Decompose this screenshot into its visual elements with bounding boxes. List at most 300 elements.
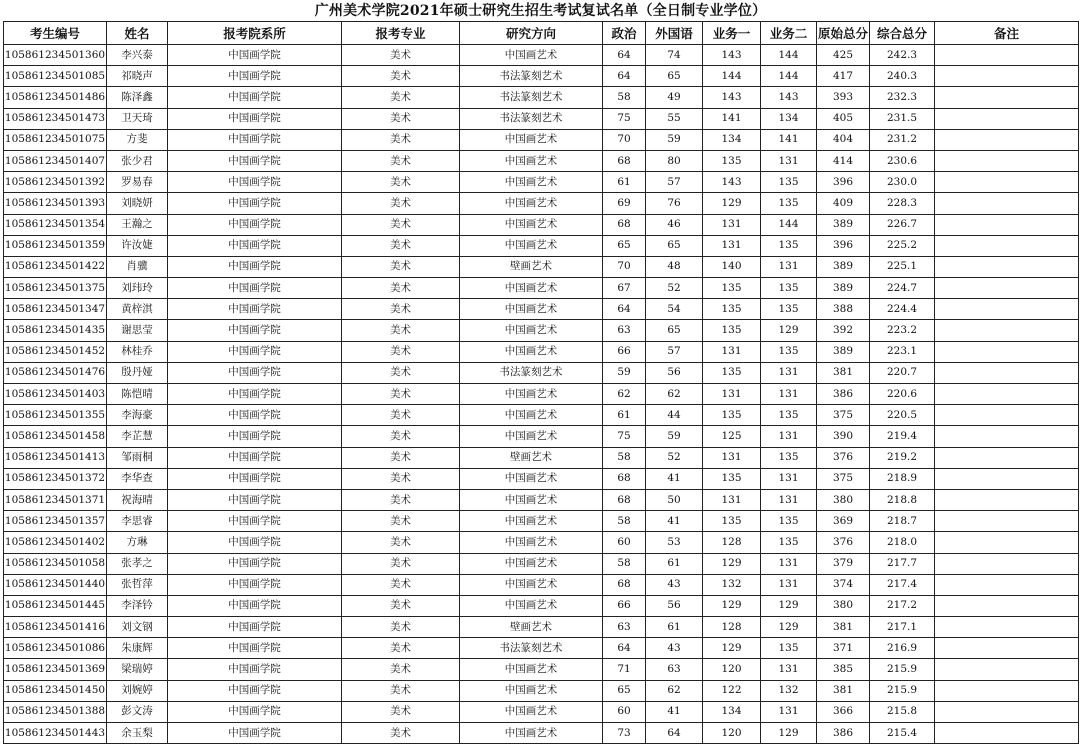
cell-major: 美术 — [342, 87, 460, 108]
cell-research-direction: 中国画艺术 — [460, 235, 603, 256]
cell-subject-two: 135 — [761, 172, 817, 193]
cell-subject-one: 125 — [703, 426, 761, 447]
cell-research-direction: 中国画艺术 — [460, 574, 603, 595]
cell-department: 中国画学院 — [168, 574, 342, 595]
cell-politics: 64 — [603, 45, 646, 66]
table-row — [4, 341, 1079, 362]
cell-remarks — [935, 511, 1079, 532]
cell-research-direction: 中国画艺术 — [460, 532, 603, 553]
cell-raw-total: 390 — [817, 426, 870, 447]
cell-name: 卫天琦 — [107, 108, 168, 129]
cell-major: 美术 — [342, 468, 460, 489]
cell-subject-two: 143 — [761, 87, 817, 108]
cell-major: 美术 — [342, 299, 460, 320]
cell-department: 中国画学院 — [168, 87, 342, 108]
cell-politics: 68 — [603, 214, 646, 235]
cell-major: 美术 — [342, 45, 460, 66]
table-row — [4, 66, 1079, 87]
cell-politics: 58 — [603, 553, 646, 574]
cell-subject-two: 144 — [761, 66, 817, 87]
cell-remarks — [935, 193, 1079, 214]
cell-research-direction: 中国画艺术 — [460, 320, 603, 341]
cell-politics: 61 — [603, 405, 646, 426]
cell-research-direction: 中国画艺术 — [460, 384, 603, 405]
cell-subject-two: 129 — [761, 617, 817, 638]
cell-politics: 60 — [603, 532, 646, 553]
cell-remarks — [935, 214, 1079, 235]
cell-major: 美术 — [342, 638, 460, 659]
cell-raw-total: 388 — [817, 299, 870, 320]
cell-department: 中国画学院 — [168, 172, 342, 193]
cell-subject-one: 131 — [703, 447, 761, 468]
cell-composite-total: 231.5 — [870, 108, 935, 129]
cell-remarks — [935, 426, 1079, 447]
cell-exam-id: 105861234501354 — [4, 214, 107, 235]
cell-subject-two: 131 — [761, 426, 817, 447]
cell-exam-id: 105861234501403 — [4, 384, 107, 405]
cell-subject-two: 129 — [761, 320, 817, 341]
cell-major: 美术 — [342, 489, 460, 510]
cell-name: 谢思莹 — [107, 320, 168, 341]
cell-name: 陈泽鑫 — [107, 87, 168, 108]
cell-raw-total: 376 — [817, 447, 870, 468]
cell-politics: 67 — [603, 278, 646, 299]
column-header-department: 报考院系所 — [168, 22, 342, 45]
cell-politics: 59 — [603, 362, 646, 383]
cell-exam-id: 105861234501372 — [4, 468, 107, 489]
cell-department: 中国画学院 — [168, 214, 342, 235]
cell-remarks — [935, 617, 1079, 638]
table-row — [4, 447, 1079, 468]
cell-subject-two: 135 — [761, 447, 817, 468]
cell-raw-total: 389 — [817, 256, 870, 277]
cell-major: 美术 — [342, 341, 460, 362]
cell-name: 方斐 — [107, 129, 168, 150]
cell-foreign-language: 46 — [646, 214, 703, 235]
cell-exam-id: 105861234501440 — [4, 574, 107, 595]
cell-foreign-language: 80 — [646, 150, 703, 171]
cell-subject-one: 141 — [703, 108, 761, 129]
cell-raw-total: 379 — [817, 553, 870, 574]
cell-subject-two: 135 — [761, 638, 817, 659]
column-header-name: 姓名 — [107, 22, 168, 45]
cell-major: 美术 — [342, 235, 460, 256]
cell-department: 中国画学院 — [168, 278, 342, 299]
cell-research-direction: 中国画艺术 — [460, 468, 603, 489]
cell-exam-id: 105861234501416 — [4, 617, 107, 638]
cell-exam-id: 105861234501450 — [4, 680, 107, 701]
cell-subject-two: 131 — [761, 701, 817, 722]
cell-exam-id: 105861234501085 — [4, 66, 107, 87]
cell-politics: 66 — [603, 595, 646, 616]
cell-foreign-language: 59 — [646, 426, 703, 447]
cell-department: 中国画学院 — [168, 45, 342, 66]
cell-research-direction: 壁画艺术 — [460, 447, 603, 468]
cell-subject-two: 131 — [761, 468, 817, 489]
cell-remarks — [935, 299, 1079, 320]
cell-subject-one: 143 — [703, 45, 761, 66]
cell-foreign-language: 50 — [646, 489, 703, 510]
column-header-research-direction: 研究方向 — [460, 22, 603, 45]
cell-raw-total: 380 — [817, 489, 870, 510]
cell-exam-id: 105861234501486 — [4, 87, 107, 108]
table-row — [4, 362, 1079, 383]
cell-foreign-language: 54 — [646, 299, 703, 320]
cell-research-direction: 中国画艺术 — [460, 426, 603, 447]
cell-politics: 75 — [603, 108, 646, 129]
cell-raw-total: 389 — [817, 214, 870, 235]
cell-foreign-language: 59 — [646, 129, 703, 150]
cell-politics: 65 — [603, 680, 646, 701]
cell-research-direction: 中国画艺术 — [460, 45, 603, 66]
cell-remarks — [935, 384, 1079, 405]
cell-major: 美术 — [342, 553, 460, 574]
page-title: 广州美术学院2021年硕士研究生招生考试复试名单（全日制专业学位） — [314, 3, 767, 19]
cell-raw-total: 389 — [817, 278, 870, 299]
cell-department: 中国画学院 — [168, 595, 342, 616]
cell-politics: 70 — [603, 256, 646, 277]
cell-name: 余玉梨 — [107, 723, 168, 744]
table-row — [4, 320, 1079, 341]
cell-department: 中国画学院 — [168, 129, 342, 150]
cell-exam-id: 105861234501375 — [4, 278, 107, 299]
cell-raw-total: 371 — [817, 638, 870, 659]
cell-raw-total: 386 — [817, 384, 870, 405]
cell-composite-total: 220.7 — [870, 362, 935, 383]
cell-department: 中国画学院 — [168, 362, 342, 383]
cell-remarks — [935, 278, 1079, 299]
cell-composite-total: 215.4 — [870, 723, 935, 744]
cell-composite-total: 225.1 — [870, 256, 935, 277]
cell-politics: 58 — [603, 447, 646, 468]
table-row — [4, 723, 1079, 744]
cell-department: 中国画学院 — [168, 256, 342, 277]
cell-subject-one: 144 — [703, 66, 761, 87]
cell-raw-total: 417 — [817, 66, 870, 87]
cell-subject-one: 135 — [703, 511, 761, 532]
cell-remarks — [935, 66, 1079, 87]
cell-research-direction: 书法篆刻艺术 — [460, 638, 603, 659]
cell-subject-one: 129 — [703, 553, 761, 574]
cell-politics: 70 — [603, 129, 646, 150]
cell-research-direction: 书法篆刻艺术 — [460, 66, 603, 87]
cell-exam-id: 105861234501458 — [4, 426, 107, 447]
cell-major: 美术 — [342, 66, 460, 87]
cell-composite-total: 220.6 — [870, 384, 935, 405]
cell-foreign-language: 65 — [646, 235, 703, 256]
cell-name: 刘玮玲 — [107, 278, 168, 299]
cell-politics: 64 — [603, 66, 646, 87]
cell-name: 李芷慧 — [107, 426, 168, 447]
cell-research-direction: 中国画艺术 — [460, 489, 603, 510]
cell-remarks — [935, 172, 1079, 193]
cell-raw-total: 385 — [817, 659, 870, 680]
cell-politics: 71 — [603, 659, 646, 680]
cell-major: 美术 — [342, 150, 460, 171]
cell-exam-id: 105861234501359 — [4, 235, 107, 256]
cell-research-direction: 中国画艺术 — [460, 299, 603, 320]
cell-foreign-language: 62 — [646, 680, 703, 701]
cell-exam-id: 105861234501435 — [4, 320, 107, 341]
cell-foreign-language: 61 — [646, 553, 703, 574]
column-header-raw-total: 原始总分 — [817, 22, 870, 45]
table-row — [4, 617, 1079, 638]
cell-politics: 64 — [603, 299, 646, 320]
cell-department: 中国画学院 — [168, 489, 342, 510]
cell-foreign-language: 53 — [646, 532, 703, 553]
cell-department: 中国画学院 — [168, 66, 342, 87]
cell-exam-id: 105861234501422 — [4, 256, 107, 277]
cell-remarks — [935, 129, 1079, 150]
cell-research-direction: 中国画艺术 — [460, 150, 603, 171]
cell-composite-total: 230.0 — [870, 172, 935, 193]
cell-exam-id: 105861234501452 — [4, 341, 107, 362]
cell-subject-one: 135 — [703, 362, 761, 383]
cell-politics: 63 — [603, 320, 646, 341]
cell-department: 中国画学院 — [168, 384, 342, 405]
table-row — [4, 150, 1079, 171]
cell-raw-total: 409 — [817, 193, 870, 214]
cell-name: 林桂乔 — [107, 341, 168, 362]
cell-subject-one: 132 — [703, 574, 761, 595]
table-header — [4, 22, 1079, 45]
cell-subject-one: 135 — [703, 320, 761, 341]
cell-remarks — [935, 638, 1079, 659]
cell-name: 李兴泰 — [107, 45, 168, 66]
cell-subject-two: 135 — [761, 405, 817, 426]
cell-research-direction: 中国画艺术 — [460, 680, 603, 701]
table-row — [4, 638, 1079, 659]
cell-remarks — [935, 256, 1079, 277]
table-row — [4, 45, 1079, 66]
cell-politics: 68 — [603, 489, 646, 510]
cell-foreign-language: 56 — [646, 595, 703, 616]
cell-foreign-language: 65 — [646, 66, 703, 87]
cell-exam-id: 105861234501355 — [4, 405, 107, 426]
table-row — [4, 299, 1079, 320]
cell-major: 美术 — [342, 574, 460, 595]
cell-foreign-language: 76 — [646, 193, 703, 214]
cell-composite-total: 230.6 — [870, 150, 935, 171]
cell-research-direction: 壁画艺术 — [460, 256, 603, 277]
cell-composite-total: 224.7 — [870, 278, 935, 299]
table-row — [4, 553, 1079, 574]
cell-name: 许汝婕 — [107, 235, 168, 256]
cell-subject-one: 143 — [703, 172, 761, 193]
cell-research-direction: 书法篆刻艺术 — [460, 362, 603, 383]
cell-department: 中国画学院 — [168, 235, 342, 256]
cell-foreign-language: 41 — [646, 468, 703, 489]
cell-politics: 64 — [603, 638, 646, 659]
cell-composite-total: 231.2 — [870, 129, 935, 150]
cell-research-direction: 书法篆刻艺术 — [460, 108, 603, 129]
cell-name: 方琳 — [107, 532, 168, 553]
cell-raw-total: 375 — [817, 468, 870, 489]
cell-subject-two: 129 — [761, 723, 817, 744]
cell-subject-one: 131 — [703, 384, 761, 405]
cell-exam-id: 105861234501473 — [4, 108, 107, 129]
table-row — [4, 193, 1079, 214]
cell-subject-two: 131 — [761, 150, 817, 171]
cell-subject-two: 135 — [761, 193, 817, 214]
cell-name: 刘婉婷 — [107, 680, 168, 701]
cell-raw-total: 389 — [817, 341, 870, 362]
cell-raw-total: 414 — [817, 150, 870, 171]
cell-department: 中国画学院 — [168, 659, 342, 680]
cell-name: 张少君 — [107, 150, 168, 171]
cell-name: 黄梓淇 — [107, 299, 168, 320]
cell-politics: 68 — [603, 468, 646, 489]
cell-name: 李泽钤 — [107, 595, 168, 616]
cell-politics: 73 — [603, 723, 646, 744]
cell-foreign-language: 52 — [646, 447, 703, 468]
table-row — [4, 468, 1079, 489]
cell-department: 中国画学院 — [168, 320, 342, 341]
cell-foreign-language: 41 — [646, 701, 703, 722]
cell-remarks — [935, 532, 1079, 553]
cell-foreign-language: 43 — [646, 574, 703, 595]
cell-department: 中国画学院 — [168, 532, 342, 553]
cell-remarks — [935, 362, 1079, 383]
cell-research-direction: 中国画艺术 — [460, 214, 603, 235]
cell-foreign-language: 62 — [646, 384, 703, 405]
cell-exam-id: 105861234501407 — [4, 150, 107, 171]
cell-raw-total: 369 — [817, 511, 870, 532]
cell-exam-id: 105861234501413 — [4, 447, 107, 468]
cell-composite-total: 240.3 — [870, 66, 935, 87]
cell-remarks — [935, 680, 1079, 701]
cell-exam-id: 105861234501388 — [4, 701, 107, 722]
cell-subject-one: 120 — [703, 659, 761, 680]
cell-subject-one: 135 — [703, 150, 761, 171]
cell-politics: 63 — [603, 617, 646, 638]
cell-major: 美术 — [342, 426, 460, 447]
cell-name: 李思睿 — [107, 511, 168, 532]
cell-subject-two: 135 — [761, 532, 817, 553]
cell-research-direction: 中国画艺术 — [460, 511, 603, 532]
cell-remarks — [935, 489, 1079, 510]
cell-politics: 69 — [603, 193, 646, 214]
column-header-composite-total: 综合总分 — [870, 22, 935, 45]
cell-exam-id: 105861234501058 — [4, 553, 107, 574]
cell-name: 王瀚之 — [107, 214, 168, 235]
cell-major: 美术 — [342, 405, 460, 426]
cell-politics: 58 — [603, 87, 646, 108]
cell-subject-one: 131 — [703, 214, 761, 235]
cell-research-direction: 中国画艺术 — [460, 553, 603, 574]
cell-remarks — [935, 341, 1079, 362]
cell-raw-total: 396 — [817, 172, 870, 193]
cell-foreign-language: 65 — [646, 320, 703, 341]
cell-foreign-language: 74 — [646, 45, 703, 66]
table-row — [4, 87, 1079, 108]
cell-exam-id: 105861234501445 — [4, 595, 107, 616]
cell-subject-two: 144 — [761, 214, 817, 235]
cell-composite-total: 223.1 — [870, 341, 935, 362]
cell-composite-total: 219.4 — [870, 426, 935, 447]
cell-foreign-language: 49 — [646, 87, 703, 108]
cell-remarks — [935, 701, 1079, 722]
table-row — [4, 384, 1079, 405]
cell-raw-total: 374 — [817, 574, 870, 595]
cell-name: 朱康辉 — [107, 638, 168, 659]
column-header-major: 报考专业 — [342, 22, 460, 45]
cell-exam-id: 105861234501392 — [4, 172, 107, 193]
table-row — [4, 278, 1079, 299]
cell-raw-total: 405 — [817, 108, 870, 129]
cell-department: 中国画学院 — [168, 617, 342, 638]
cell-research-direction: 中国画艺术 — [460, 341, 603, 362]
cell-major: 美术 — [342, 129, 460, 150]
cell-department: 中国画学院 — [168, 701, 342, 722]
cell-name: 刘晓妍 — [107, 193, 168, 214]
cell-subject-one: 135 — [703, 278, 761, 299]
cell-remarks — [935, 108, 1079, 129]
cell-subject-one: 131 — [703, 341, 761, 362]
cell-subject-one: 129 — [703, 638, 761, 659]
cell-research-direction: 中国画艺术 — [460, 405, 603, 426]
cell-remarks — [935, 87, 1079, 108]
cell-research-direction: 书法篆刻艺术 — [460, 87, 603, 108]
applicant-table — [3, 21, 1079, 744]
cell-name: 殷丹娅 — [107, 362, 168, 383]
cell-department: 中国画学院 — [168, 108, 342, 129]
cell-subject-two: 141 — [761, 129, 817, 150]
cell-subject-two: 144 — [761, 45, 817, 66]
cell-subject-one: 128 — [703, 617, 761, 638]
cell-foreign-language: 48 — [646, 256, 703, 277]
cell-department: 中国画学院 — [168, 447, 342, 468]
cell-major: 美术 — [342, 723, 460, 744]
cell-exam-id: 105861234501443 — [4, 723, 107, 744]
cell-raw-total: 386 — [817, 723, 870, 744]
cell-exam-id: 105861234501393 — [4, 193, 107, 214]
cell-department: 中国画学院 — [168, 150, 342, 171]
cell-remarks — [935, 574, 1079, 595]
cell-raw-total: 376 — [817, 532, 870, 553]
cell-composite-total: 225.2 — [870, 235, 935, 256]
cell-foreign-language: 52 — [646, 278, 703, 299]
cell-name: 陈恺晴 — [107, 384, 168, 405]
table-row — [4, 595, 1079, 616]
table-body — [4, 45, 1079, 744]
cell-exam-id: 105861234501476 — [4, 362, 107, 383]
cell-name: 罗易春 — [107, 172, 168, 193]
cell-raw-total: 381 — [817, 617, 870, 638]
cell-foreign-language: 57 — [646, 172, 703, 193]
cell-remarks — [935, 553, 1079, 574]
cell-foreign-language: 64 — [646, 723, 703, 744]
cell-name: 邹雨桐 — [107, 447, 168, 468]
cell-research-direction: 中国画艺术 — [460, 701, 603, 722]
cell-raw-total: 381 — [817, 680, 870, 701]
cell-subject-two: 131 — [761, 553, 817, 574]
column-header-subject-one: 业务一 — [703, 22, 761, 45]
cell-department: 中国画学院 — [168, 680, 342, 701]
cell-composite-total: 217.7 — [870, 553, 935, 574]
cell-major: 美术 — [342, 193, 460, 214]
cell-department: 中国画学院 — [168, 468, 342, 489]
cell-raw-total: 380 — [817, 595, 870, 616]
cell-research-direction: 中国画艺术 — [460, 659, 603, 680]
cell-major: 美术 — [342, 172, 460, 193]
cell-major: 美术 — [342, 320, 460, 341]
cell-subject-one: 131 — [703, 489, 761, 510]
cell-composite-total: 219.2 — [870, 447, 935, 468]
cell-subject-two: 131 — [761, 489, 817, 510]
cell-composite-total: 217.2 — [870, 595, 935, 616]
cell-composite-total: 215.9 — [870, 659, 935, 680]
